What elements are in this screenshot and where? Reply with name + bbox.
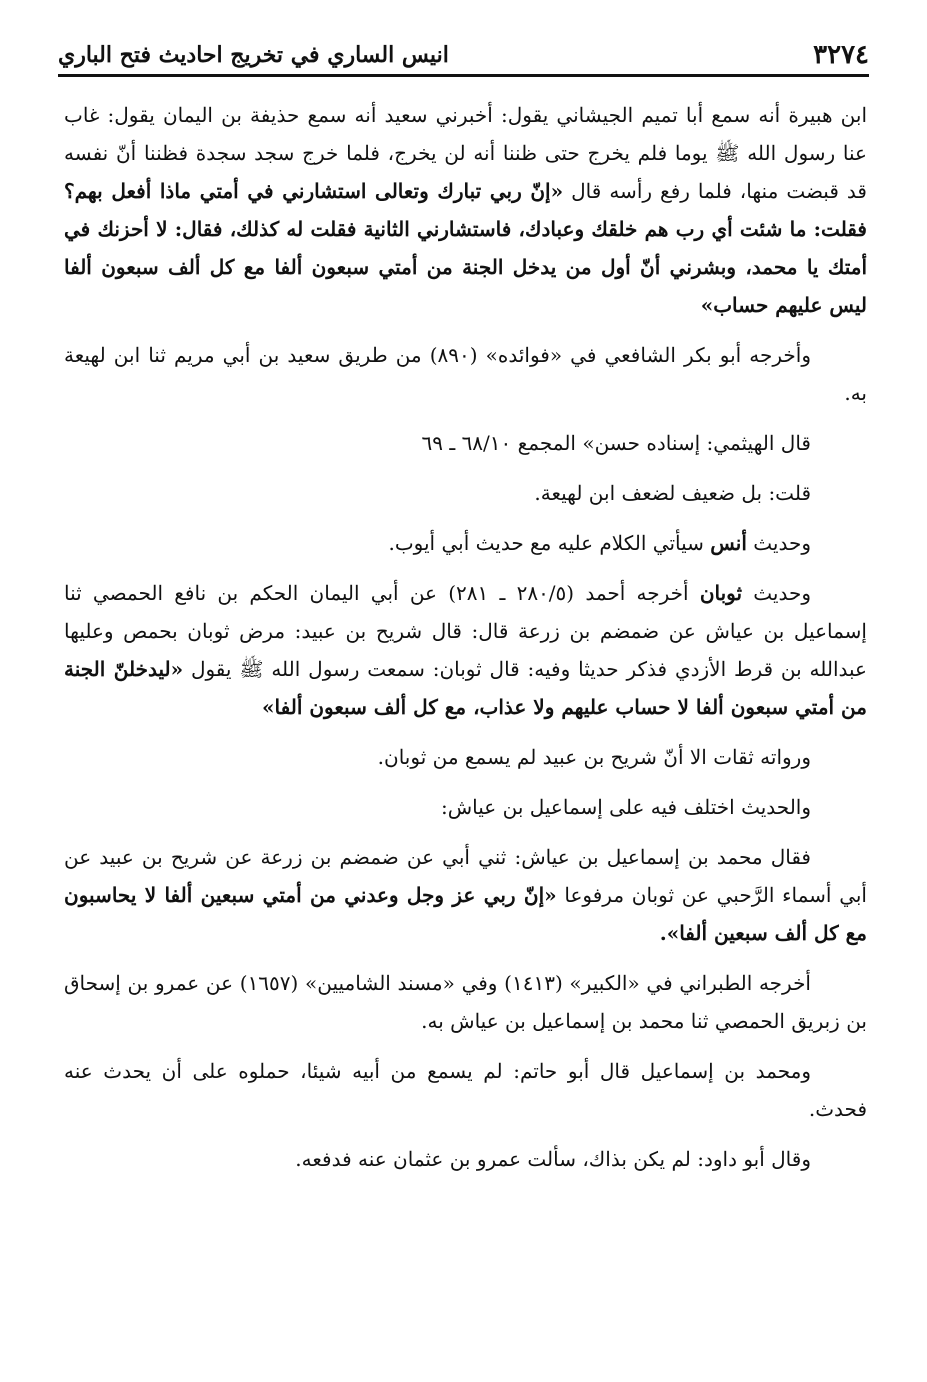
book-title: انيس الساري في تخريج احاديث فتح الباري [58,42,449,68]
text-run: وقال أبو داود: لم يكن بذاك، سألت عمرو بن عثمان عنه فدفعه. [295,1147,811,1171]
paragraph-abu-hatim [64,1052,867,1128]
page-header [58,30,869,77]
paragraph-abu-dawud [64,1140,867,1178]
paragraph-tabarani [64,964,867,1040]
paragraph-muhammad-ibn-ismail [64,838,867,952]
text-run: ورواته ثقات الا أنّ شريح بن عبيد لم يسمع من ثوبان. [377,745,811,769]
paragraph-thawban-hadith [64,574,867,726]
page-body [64,96,867,1190]
text-run: سيأتي الكلام عليه مع حديث أبي أيوب. [388,531,711,555]
text-run: ابن هبيرة أنه سمع أبا تميم الجيشاني يقول: أخبرني سعيد أنه سمع حذيفة بن اليمان يقول: غاب عنا رسول الله ﷺ يوما فلم يخرج حتى ظننا أنه لن يخرج، فلما خرج سجد سجدة فظننا أنّ نفسه قد قبضت منها، فلما رفع رأسه قال [64,103,867,203]
paragraph-narrators-trustworthy [64,738,867,776]
text-run: وحديث [746,531,811,555]
page-number: ٣٢٧٤ [813,40,869,70]
hadith-quote: «إنّ ربي عز وجل وعدني من أمتي سبعين ألفا لا يحاسبون مع كل ألف سبعين ألفا». [64,883,867,945]
text-run: وأخرجه أبو بكر الشافعي في «فوائده» (٨٩٠) من طريق سعيد بن أبي مريم ثنا ابن لهيعة به. [64,343,867,405]
text-run: قال الهيثمي: إسناده حسن» المجمع ٦٨/١٠ ـ ٦٩ [421,431,811,455]
paragraph-disagreement [64,788,867,826]
paragraph-anas-hadith [64,524,867,562]
text-run: فقال محمد بن إسماعيل بن عياش: ثني أبي عن ضمضم بن زرعة عن شريح بن عبيد عن أبي أسماء الرَّحبي عن ثوبان مرفوعا [64,845,867,907]
paragraph-ibn-lahiah-weak [64,474,867,512]
hadith-quote: «إنّ ربي تبارك وتعالى استشارني في أمتي ماذا أفعل بهم؟ فقلت: ما شئت أي رب هم خلقك وعبادك، فاستشارني الثانية فقلت له كذلك، فقال: لا أحزنك في أمتك يا محمد، وبشرني أنّ أول من يدخل الجنة من أمتي سبعون ألفا مع كل ألف سبعون ألفا ليس عليهم حساب» [64,179,868,317]
text-run: قلت: بل ضعيف لضعف ابن لهيعة. [534,481,811,505]
paragraph-hudhayfah-hadith [64,96,867,324]
text-run: أخرجه أحمد (٢٨٠/٥ ـ ٢٨١) عن أبي اليمان الحكم بن نافع الحمصي ثنا إسماعيل بن عياش عن ضمضم بن زرعة قال: قال شريح بن عبيد: مرض ثوبان بحمص وعليها عبدالله بن قرط الأزدي فذكر حديثا وفيه: قال ثوبان: سمعت رسول الله ﷺ يقول [64,581,867,681]
text-run: والحديث اختلف فيه على إسماعيل بن عياش: [441,795,811,819]
text-run: وحديث [742,581,812,605]
paragraph-abu-bakr-shafii [64,336,867,412]
paragraph-haythami [64,424,867,462]
hadith-quote: «ليدخلنّ الجنة من أمتي سبعون ألفا لا حساب عليهم ولا عذاب، مع كل ألف سبعون ألفا» [64,657,867,719]
text-run: ومحمد بن إسماعيل قال أبو حاتم: لم يسمع من أبيه شيئا، حملوه على أن يحدث عنه فحدث. [64,1059,867,1121]
narrator-name: أنس [710,531,747,555]
text-run: أخرجه الطبراني في «الكبير» (١٤١٣) وفي «مسند الشاميين» (١٦٥٧) عن عمرو بن إسحاق بن زبريق الحمصي ثنا محمد بن إسماعيل بن عياش به. [64,971,867,1033]
narrator-name: ثوبان [699,581,743,605]
